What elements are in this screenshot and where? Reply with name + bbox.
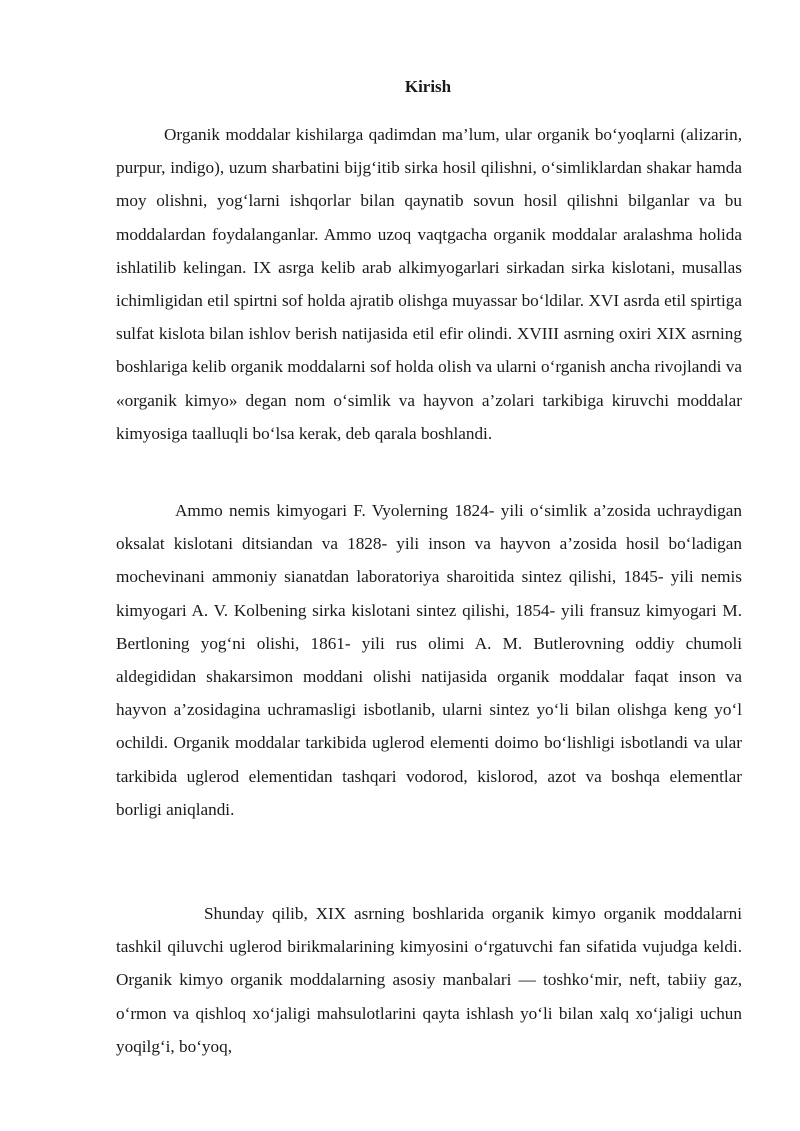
paragraph-1: Organik moddalar kishilarga qadimdan ma’lum, ular organik bo‘yoqlarni (alizarin, purpur, indigo), uzum sharbatini bijg‘itib sirka hosil qilishni, o‘simliklardan shakar hamda moy olishni, yog‘larni ishqorlar bilan qaynatib sovun hosil qilishni bilganlar va bu moddalardan foydalanganlar. Ammo uzoq vaqtgacha organik moddalar aralashma holida ishlatilib kelingan. IX asrga kelib arab alkimyogarlari sirkadan sirka kislotani, musallas ichimligidan etil spirtni sof holda ajratib olishga muyassar bo‘ldilar. XVI asrda etil spirtiga sulfat kislota bilan ishlov berish natijasida etil efir olindi. XVIII asrning oxiri XIX asrning boshlariga kelib organik moddalarni sof holda olish va ularni o‘rganish ancha rivojlandi va «organik kimyo» degan nom o‘simlik va hayvon a’zolari tarkibiga kiruvchi moddalar kimyosiga taalluqli bo‘lsa kerak, deb qarala boshlandi. — [116, 125, 742, 443]
paragraph-3: Shunday qilib, XIX asrning boshlarida organik kimyo organik moddalarni tashkil qiluvchi uglerod birikmalarining kimyosini o‘rgatuvchi fan sifatida vujudga keldi. Organik kimyo organik moddalarning asosiy manbalari — toshko‘mir, neft, tabiiy gaz, o‘rmon va qishloq xo‘jaligi mahsulotlarini qayta ishlash yo‘li bilan xalq xo‘jaligi uchun yoqilg‘i, bo‘yoq, — [116, 904, 742, 1056]
page-title: Kirish — [404, 77, 452, 96]
paragraph-2: Ammo nemis kimyogari F. Vyolerning 1824- yili o‘simlik a’zosida uchraydigan oksalat kislotani ditsiandan va 1828- yili inson va hayvon a’zosida hosil bo‘ladigan mochevinani ammoniy sianatdan laboratoriya sharoitida sintez qilishi, 1845- yili nemis kimyogari A. V. Kolbening sirka kislotani sintez qilishi, 1854- yili fransuz kimyogari M. Bertloning yog‘ni olishi, 1861- yili rus olimi A. M. Butlerovning oddiy chumoli aldegididan shakarsimon moddani olishi natijasida organik moddalar faqat inson va hayvon a’zosidagina uchramasligi isbotlanib, ularni sintez yo‘li bilan olishga keng yo‘l ochildi. Organik moddalar tarkibida uglerod elementi doimo bo‘lishligi isbotlandi va ular tarkibida uglerod elementidan tashqari vodorod, kislorod, azot va boshqa elementlar borligi aniqlandi. — [116, 501, 742, 819]
